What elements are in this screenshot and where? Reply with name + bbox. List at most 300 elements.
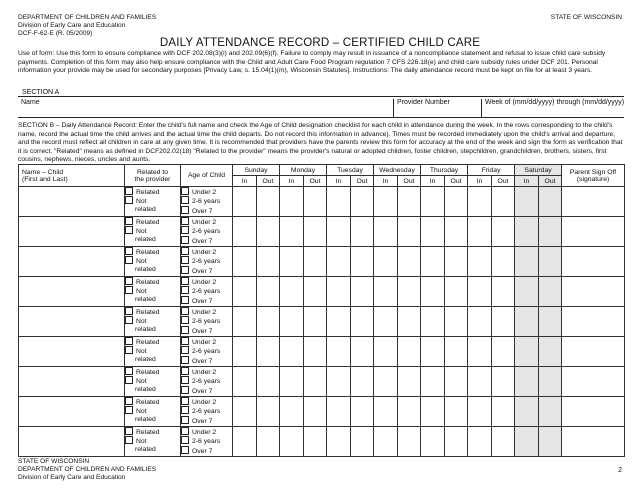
time-in-cell[interactable] [233,307,257,337]
checkbox-icon[interactable] [125,247,133,255]
time-out-cell[interactable] [539,247,562,277]
checkbox-icon[interactable] [125,427,133,435]
age-under2-label: Under 2 [192,429,217,436]
time-out-cell[interactable] [257,367,280,397]
time-out-cell[interactable] [257,397,280,427]
time-in-cell[interactable] [468,217,492,247]
related-label-cont: related [135,355,156,363]
related-option[interactable] [125,307,180,316]
age-over7-option[interactable] [181,326,232,335]
checkbox-icon[interactable] [125,307,133,315]
time-out-cell[interactable] [351,367,374,397]
not-related-option[interactable] [125,256,180,265]
name-field[interactable] [18,99,393,118]
time-in-cell[interactable] [374,427,398,457]
time-out-cell[interactable] [445,367,468,397]
child-name-cell[interactable] [19,397,125,427]
time-out-cell[interactable] [304,247,327,277]
time-in-cell[interactable] [280,277,304,307]
time-in-cell[interactable] [515,367,539,397]
time-out-cell[interactable] [351,307,374,337]
time-in-cell[interactable] [233,247,257,277]
age-over7-option[interactable] [181,386,232,395]
checkbox-icon[interactable] [125,196,133,204]
time-out-cell[interactable] [351,397,374,427]
age-2to6-option[interactable] [181,346,232,355]
time-out-cell[interactable] [492,397,515,427]
time-in-cell[interactable] [421,277,445,307]
time-out-cell[interactable] [398,217,421,247]
time-out-cell[interactable] [351,247,374,277]
time-in-cell[interactable] [280,217,304,247]
parent-signature-cell[interactable] [562,337,625,367]
time-in-cell[interactable] [233,397,257,427]
related-cell [125,427,181,457]
time-in-cell[interactable] [468,187,492,217]
time-out-cell[interactable] [304,337,327,367]
age-2to6-label: 2-6 years [192,288,221,296]
parent-signature-cell[interactable] [562,427,625,457]
checkbox-icon[interactable] [125,286,133,294]
age-under2-label: Under 2 [192,279,217,286]
age-under2-label: Under 2 [192,219,217,226]
child-name-cell[interactable] [19,337,125,367]
time-out-cell[interactable] [445,277,468,307]
provider-number-label: Provider Number [397,99,450,106]
related-label-cont: related [135,265,156,273]
age-under2-option[interactable] [181,427,232,436]
time-out-cell[interactable] [492,307,515,337]
checkbox-icon[interactable] [181,346,189,354]
age-cell [181,367,233,397]
parent-signature-cell[interactable] [562,217,625,247]
time-out-cell[interactable] [492,247,515,277]
time-out-cell[interactable] [492,187,515,217]
time-out-cell[interactable] [304,367,327,397]
related-cell [125,247,181,277]
time-out-cell[interactable] [445,337,468,367]
time-in-cell[interactable] [280,247,304,277]
age-2to6-option[interactable] [181,376,232,385]
related-label: Related [136,369,160,376]
table-row [19,217,625,247]
checkbox-icon[interactable] [181,386,189,394]
time-out-cell[interactable] [257,187,280,217]
time-in-cell[interactable] [233,367,257,397]
time-in-cell[interactable] [421,367,445,397]
time-out-cell[interactable] [445,397,468,427]
checkbox-icon[interactable] [125,376,133,384]
time-in-cell[interactable] [327,247,351,277]
time-in-cell[interactable] [468,277,492,307]
age-under2-option[interactable] [181,187,232,196]
not-related-option[interactable] [125,316,180,325]
age-2to6-option[interactable] [181,436,232,445]
age-over7-option[interactable] [181,266,232,275]
col-sign-line2: (signature) [576,175,610,183]
child-name-cell[interactable] [19,247,125,277]
time-out-cell[interactable] [539,217,562,247]
checkbox-icon[interactable] [181,427,189,435]
time-out-cell[interactable] [257,247,280,277]
parent-signature-cell[interactable] [562,277,625,307]
time-out-cell[interactable] [492,367,515,397]
checkbox-icon[interactable] [181,266,189,274]
not-related-option[interactable] [125,436,180,445]
age-2to6-option[interactable] [181,286,232,295]
checkbox-icon[interactable] [181,326,189,334]
time-in-cell[interactable] [468,247,492,277]
checkbox-icon[interactable] [181,187,189,195]
time-in-cell[interactable] [374,307,398,337]
day-monday: Monday [280,165,327,176]
checkbox-icon[interactable] [125,346,133,354]
age-over7-option[interactable] [181,416,232,425]
parent-signature-cell[interactable] [562,247,625,277]
not-label: Not [136,198,147,206]
age-under2-option[interactable] [181,337,232,346]
related-label-cont: related [135,415,156,423]
time-in-cell[interactable] [233,337,257,367]
time-out-cell[interactable] [351,187,374,217]
related-cell [125,397,181,427]
time-out-cell[interactable] [351,337,374,367]
age-over7-option[interactable] [181,446,232,455]
time-in-cell[interactable] [374,367,398,397]
time-in-cell[interactable] [280,397,304,427]
table-row [19,187,625,217]
time-in-cell[interactable] [421,187,445,217]
child-name-cell[interactable] [19,307,125,337]
time-in-cell[interactable] [468,427,492,457]
not-label: Not [136,438,147,446]
checkbox-icon[interactable] [181,397,189,405]
checkbox-icon[interactable] [181,416,189,424]
checkbox-icon[interactable] [125,397,133,405]
time-out-cell[interactable] [351,427,374,457]
age-2to6-label: 2-6 years [192,198,221,206]
related-label: Related [136,279,160,286]
table-row [19,427,625,457]
age-under2-option[interactable] [181,397,232,406]
in-header: In [421,176,445,187]
time-in-cell[interactable] [327,337,351,367]
time-out-cell[interactable] [304,307,327,337]
checkbox-icon[interactable] [181,217,189,225]
time-out-cell[interactable] [539,397,562,427]
time-in-cell[interactable] [233,277,257,307]
in-header: In [280,176,304,187]
section-a-title: SECTION A [22,89,60,96]
checkbox-icon[interactable] [125,436,133,444]
in-header: In [468,176,492,187]
related-label: Related [136,309,160,316]
checkbox-icon[interactable] [181,316,189,324]
related-cell [125,307,181,337]
time-out-cell[interactable] [445,217,468,247]
related-option[interactable] [125,217,180,226]
time-out-cell[interactable] [257,427,280,457]
not-related-option[interactable] [125,226,180,235]
time-out-cell[interactable] [398,247,421,277]
time-in-cell[interactable] [468,367,492,397]
checkbox-icon[interactable] [181,236,189,244]
col-related-line2: the provider [134,175,171,183]
time-in-cell[interactable] [515,337,539,367]
day-sunday: Sunday [233,165,280,176]
time-in-cell[interactable] [327,367,351,397]
age-cell [181,397,233,427]
time-in-cell[interactable] [374,217,398,247]
time-in-cell[interactable] [421,427,445,457]
time-in-cell[interactable] [280,367,304,397]
not-related-option[interactable] [125,286,180,295]
related-option[interactable] [125,277,180,286]
related-option[interactable] [125,367,180,376]
child-name-cell[interactable] [19,367,125,397]
age-over7-option[interactable] [181,296,232,305]
checkbox-icon[interactable] [125,277,133,285]
time-out-cell[interactable] [445,427,468,457]
time-in-cell[interactable] [233,187,257,217]
child-name-cell[interactable] [19,277,125,307]
related-label: Related [136,339,160,346]
age-over7-option[interactable] [181,356,232,365]
time-in-cell[interactable] [327,307,351,337]
child-name-cell[interactable] [19,427,125,457]
related-label: Related [136,249,160,256]
time-in-cell[interactable] [374,277,398,307]
time-out-cell[interactable] [539,187,562,217]
not-related-option[interactable] [125,346,180,355]
time-out-cell[interactable] [539,367,562,397]
related-cell [125,187,181,217]
age-2to6-label: 2-6 years [192,228,221,236]
checkbox-icon[interactable] [181,196,189,204]
not-related-option[interactable] [125,406,180,415]
time-out-cell[interactable] [257,307,280,337]
time-in-cell[interactable] [421,217,445,247]
attendance-table [18,164,625,457]
checkbox-icon[interactable] [181,376,189,384]
age-under2-label: Under 2 [192,399,217,406]
time-in-cell[interactable] [280,427,304,457]
age-2to6-option[interactable] [181,226,232,235]
day-friday: Friday [468,165,515,176]
time-out-cell[interactable] [257,277,280,307]
week-field[interactable] [481,99,628,118]
related-option[interactable] [125,337,180,346]
age-over7-label: Over 7 [192,267,213,275]
checkbox-icon[interactable] [181,296,189,304]
time-in-cell[interactable] [515,277,539,307]
in-header: In [327,176,351,187]
time-out-cell[interactable] [398,427,421,457]
checkbox-icon[interactable] [181,446,189,454]
checkbox-icon[interactable] [181,356,189,364]
time-in-cell[interactable] [515,187,539,217]
time-out-cell[interactable] [304,397,327,427]
col-age-header: Age of Child [181,165,233,187]
time-out-cell[interactable] [539,307,562,337]
checkbox-icon[interactable] [181,247,189,255]
out-header: Out [351,176,374,187]
age-under2-option[interactable] [181,217,232,226]
age-2to6-option[interactable] [181,256,232,265]
age-over7-label: Over 7 [192,387,213,395]
checkbox-icon[interactable] [181,367,189,375]
not-related-option[interactable] [125,196,180,205]
age-under2-option[interactable] [181,277,232,286]
time-in-cell[interactable] [515,427,539,457]
age-cell [181,307,233,337]
time-out-cell[interactable] [398,187,421,217]
age-2to6-option[interactable] [181,316,232,325]
age-under2-label: Under 2 [192,309,217,316]
time-out-cell[interactable] [304,217,327,247]
time-in-cell[interactable] [280,337,304,367]
time-out-cell[interactable] [398,367,421,397]
provider-number-field[interactable] [393,99,485,118]
time-in-cell[interactable] [468,337,492,367]
age-2to6-option[interactable] [181,196,232,205]
time-out-cell[interactable] [492,277,515,307]
not-related-option[interactable] [125,376,180,385]
checkbox-icon[interactable] [125,406,133,414]
age-2to6-label: 2-6 years [192,318,221,326]
time-in-cell[interactable] [327,277,351,307]
parent-signature-cell[interactable] [562,187,625,217]
child-name-cell[interactable] [19,217,125,247]
parent-signature-cell[interactable] [562,397,625,427]
time-in-cell[interactable] [421,247,445,277]
time-in-cell[interactable] [515,247,539,277]
time-in-cell[interactable] [421,397,445,427]
time-out-cell[interactable] [539,337,562,367]
time-out-cell[interactable] [445,247,468,277]
time-out-cell[interactable] [398,277,421,307]
age-2to6-option[interactable] [181,406,232,415]
checkbox-icon[interactable] [181,307,189,315]
related-option[interactable] [125,427,180,436]
time-in-cell[interactable] [374,187,398,217]
header-agency [18,14,156,38]
in-header: In [233,176,257,187]
checkbox-icon[interactable] [125,187,133,195]
time-in-cell[interactable] [327,397,351,427]
checkbox-icon[interactable] [181,256,189,264]
checkbox-icon[interactable] [125,226,133,234]
age-cell [181,277,233,307]
footer-state: STATE OF WISCONSIN [18,458,90,465]
age-over7-option[interactable] [181,206,232,215]
time-out-cell[interactable] [539,277,562,307]
time-out-cell[interactable] [351,277,374,307]
time-out-cell[interactable] [492,337,515,367]
age-under2-option[interactable] [181,367,232,376]
time-in-cell[interactable] [515,307,539,337]
time-in-cell[interactable] [468,307,492,337]
time-in-cell[interactable] [327,187,351,217]
checkbox-icon[interactable] [181,206,189,214]
checkbox-icon[interactable] [181,337,189,345]
time-in-cell[interactable] [280,187,304,217]
time-in-cell[interactable] [233,427,257,457]
checkbox-icon[interactable] [125,217,133,225]
time-in-cell[interactable] [468,397,492,427]
parent-signature-cell[interactable] [562,367,625,397]
col-name-header [19,165,125,187]
related-label: Related [136,219,160,226]
related-option[interactable] [125,187,180,196]
table-row [19,397,625,427]
parent-signature-cell[interactable] [562,307,625,337]
checkbox-icon[interactable] [125,337,133,345]
age-over7-option[interactable] [181,236,232,245]
time-out-cell[interactable] [257,337,280,367]
time-in-cell[interactable] [421,337,445,367]
time-out-cell[interactable] [304,277,327,307]
day-wednesday: Wednesday [374,165,421,176]
age-over7-label: Over 7 [192,327,213,335]
time-out-cell[interactable] [398,337,421,367]
week-label: Week of (mm/dd/yyyy) through (mm/dd/yyyy) [485,99,625,106]
age-over7-label: Over 7 [192,297,213,305]
time-in-cell[interactable] [515,217,539,247]
time-in-cell[interactable] [233,217,257,247]
checkbox-icon[interactable] [125,316,133,324]
time-in-cell[interactable] [374,337,398,367]
checkbox-icon[interactable] [181,406,189,414]
age-under2-option[interactable] [181,247,232,256]
time-out-cell[interactable] [539,427,562,457]
checkbox-icon[interactable] [181,277,189,285]
out-header: Out [539,176,562,187]
checkbox-icon[interactable] [125,256,133,264]
time-in-cell[interactable] [421,307,445,337]
related-cell [125,337,181,367]
checkbox-icon[interactable] [125,367,133,375]
time-in-cell[interactable] [327,217,351,247]
age-under2-option[interactable] [181,307,232,316]
time-out-cell[interactable] [398,397,421,427]
time-in-cell[interactable] [374,247,398,277]
child-name-cell[interactable] [19,187,125,217]
related-option[interactable] [125,247,180,256]
checkbox-icon[interactable] [181,226,189,234]
time-in-cell[interactable] [327,427,351,457]
checkbox-icon[interactable] [181,286,189,294]
age-2to6-label: 2-6 years [192,408,221,416]
time-out-cell[interactable] [492,217,515,247]
time-in-cell[interactable] [515,397,539,427]
age-over7-label: Over 7 [192,447,213,455]
time-in-cell[interactable] [374,397,398,427]
checkbox-icon[interactable] [181,436,189,444]
related-label-cont: related [135,295,156,303]
related-option[interactable] [125,397,180,406]
time-out-cell[interactable] [351,217,374,247]
time-out-cell[interactable] [257,217,280,247]
time-out-cell[interactable] [398,307,421,337]
time-out-cell[interactable] [492,427,515,457]
time-out-cell[interactable] [445,187,468,217]
time-out-cell[interactable] [304,427,327,457]
time-out-cell[interactable] [304,187,327,217]
time-in-cell[interactable] [280,307,304,337]
related-label: Related [136,189,160,196]
time-out-cell[interactable] [445,307,468,337]
